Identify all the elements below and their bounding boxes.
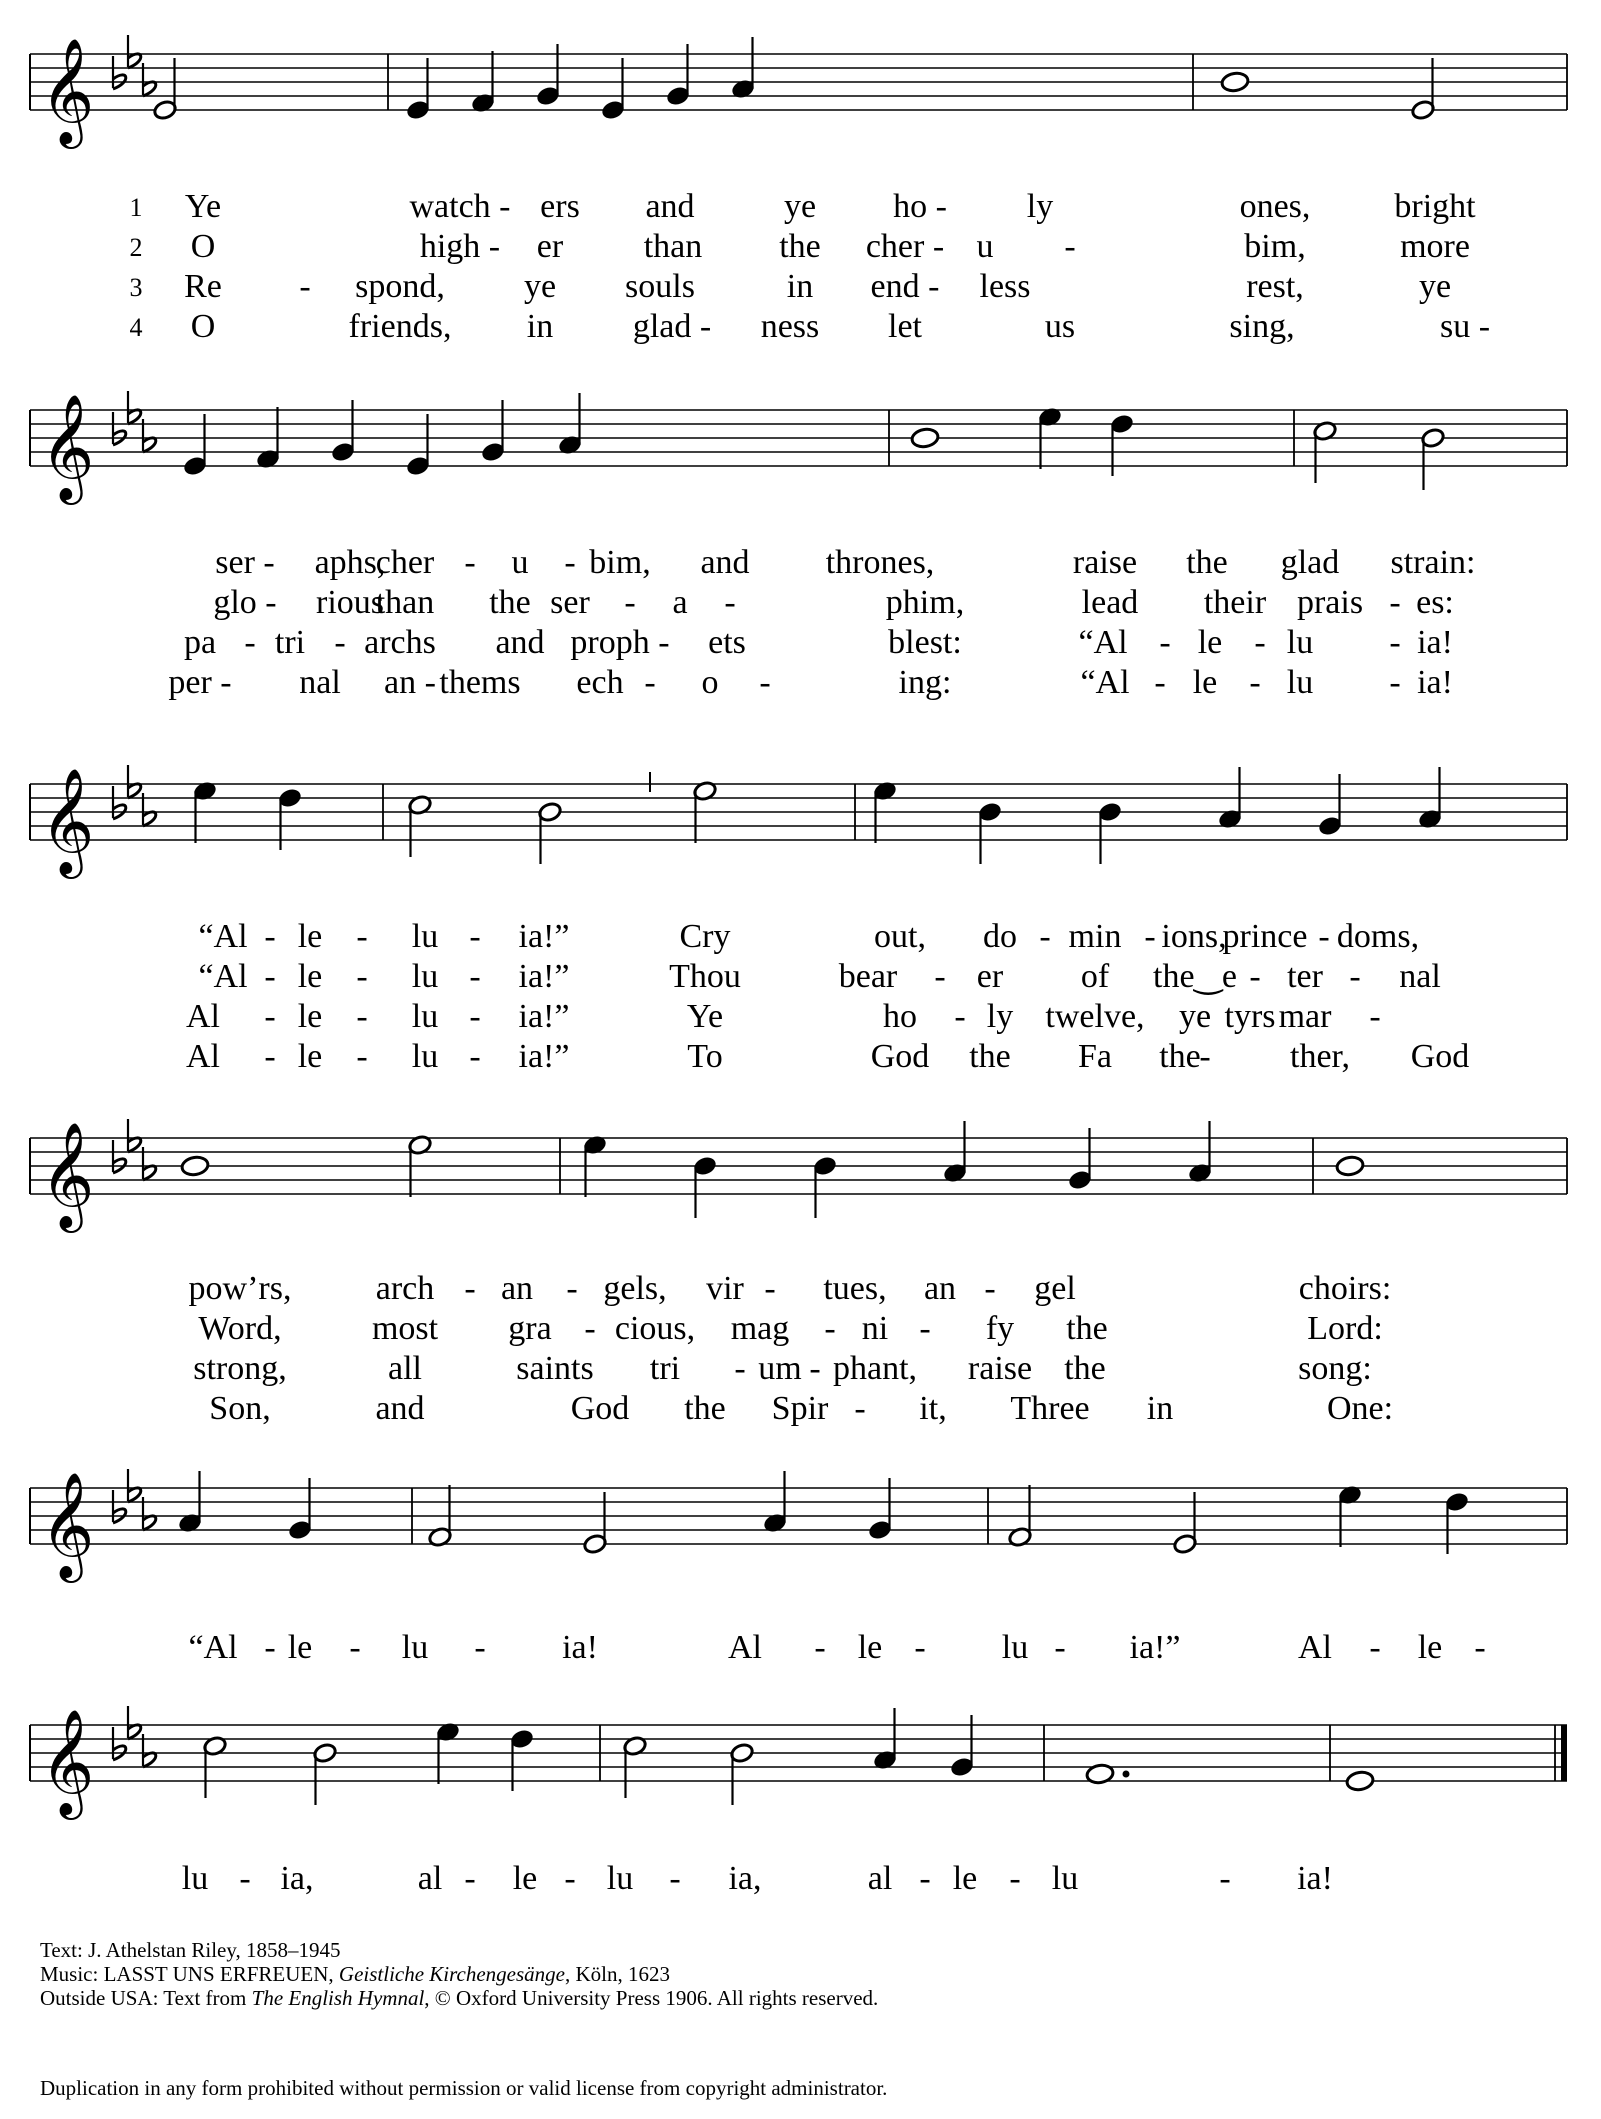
lyric-syllable: bear bbox=[838, 958, 898, 995]
lyric-syllable: ther, bbox=[1290, 1038, 1350, 1075]
lyric-syllable: - bbox=[1159, 624, 1171, 661]
lyric-syllable: tyrs bbox=[1224, 998, 1276, 1035]
lyric-syllable: O bbox=[190, 308, 216, 345]
lyric-syllable: Fa bbox=[1078, 1038, 1112, 1075]
lyric-syllable: - bbox=[264, 1629, 276, 1666]
lyric-syllable: God bbox=[870, 1038, 930, 1075]
flat-sign bbox=[143, 1753, 156, 1767]
lyric-syllable: in bbox=[786, 268, 814, 305]
lyric-syllable: - bbox=[1219, 1860, 1231, 1897]
lyric-syllable: and bbox=[645, 188, 695, 225]
lyric-syllable: - bbox=[759, 664, 771, 701]
lyric-syllable: gel bbox=[1034, 1270, 1076, 1307]
lyric-syllable: the bbox=[1064, 1350, 1106, 1387]
lyric-syllable: the bbox=[1186, 544, 1228, 581]
lyric-syllable: - bbox=[334, 624, 346, 661]
lyric-syllable: lu bbox=[411, 998, 439, 1035]
lyric-syllable: in bbox=[1146, 1390, 1174, 1427]
lyric-syllable: To bbox=[687, 1038, 723, 1075]
credit-outside-title: The English Hymnal bbox=[251, 1986, 425, 2010]
treble-clef-icon: 𝄞 bbox=[40, 1708, 95, 1815]
lyric-syllable: strain: bbox=[1390, 544, 1476, 581]
lyric-syllable: le bbox=[297, 958, 323, 995]
lyric-syllable: sing, bbox=[1229, 308, 1295, 345]
lyric-syllable: per - bbox=[168, 664, 232, 701]
lyric-syllable: le bbox=[297, 998, 323, 1035]
lyric-syllable: watch - bbox=[409, 188, 511, 225]
lyric-syllable: Cry bbox=[679, 918, 731, 955]
lyric-syllable: souls bbox=[625, 268, 695, 305]
lyric-syllable: doms, bbox=[1336, 918, 1420, 955]
lyric-syllable: ly bbox=[1026, 188, 1054, 225]
lyric-syllable: lu bbox=[181, 1860, 209, 1897]
lyric-syllable: - bbox=[1144, 918, 1156, 955]
lyric-syllable: less bbox=[979, 268, 1031, 305]
lyric-syllable: Re bbox=[184, 268, 222, 305]
credit-duplication: Duplication in any form prohibited without permission or valid license from copyright administrator. bbox=[40, 2076, 888, 2100]
lyric-syllable: phant, bbox=[832, 1350, 918, 1387]
lyric-syllable: ye bbox=[783, 188, 817, 225]
lyric-syllable: ser bbox=[550, 584, 590, 621]
lyric-syllable: u bbox=[511, 544, 529, 581]
credit-outside-suffix: , © Oxford University Press 1906. All rights reserved. bbox=[424, 1986, 879, 2010]
lyric-syllable: - bbox=[264, 958, 276, 995]
lyric-syllable: - bbox=[954, 998, 966, 1035]
lyric-syllable: glad bbox=[1280, 544, 1340, 581]
lyric-syllable: and bbox=[375, 1390, 425, 1427]
verse-number: 3 bbox=[129, 273, 143, 302]
lyric-syllable: - bbox=[1389, 624, 1401, 661]
lyric-syllable: - bbox=[464, 1270, 476, 1307]
lyric-syllable: - bbox=[584, 1310, 596, 1347]
lyric-syllable: - bbox=[1474, 1629, 1486, 1666]
lyric-syllable: - bbox=[934, 958, 946, 995]
lyric-syllable: arch bbox=[375, 1270, 435, 1307]
credit-music bbox=[40, 1964, 670, 1985]
verse-number: 1 bbox=[129, 193, 143, 222]
lyric-syllable: ia!” bbox=[518, 1038, 570, 1075]
lyric-syllable: bright bbox=[1394, 188, 1476, 225]
lyric-syllable: - bbox=[1039, 918, 1051, 955]
lyric-syllable: le bbox=[952, 1860, 978, 1897]
lyric-syllable: ia, bbox=[280, 1860, 314, 1897]
lyric-syllable: us bbox=[1044, 308, 1076, 345]
note-head bbox=[181, 1155, 210, 1176]
note-head bbox=[1346, 1770, 1375, 1791]
lyric-syllable: lead bbox=[1081, 584, 1139, 621]
lyric-syllable: ly bbox=[986, 998, 1014, 1035]
lyric-syllable: - bbox=[824, 1310, 836, 1347]
lyric-syllable: ni bbox=[861, 1310, 889, 1347]
lyric-syllable: - bbox=[914, 1629, 926, 1666]
lyric-syllable: - bbox=[349, 1629, 361, 1666]
lyric-syllable: vir bbox=[706, 1270, 744, 1307]
lyric-syllable: ions, bbox=[1161, 918, 1227, 955]
lyric-syllable: al bbox=[867, 1860, 893, 1897]
lyric-syllable: twelve, bbox=[1045, 998, 1145, 1035]
lyric-syllable: - bbox=[356, 958, 368, 995]
lyric-syllable: ye bbox=[1178, 998, 1212, 1035]
lyric-syllable: most bbox=[371, 1310, 439, 1347]
flat-sign bbox=[143, 82, 156, 96]
lyric-syllable: u bbox=[976, 228, 994, 265]
lyric-syllable: than bbox=[375, 584, 435, 621]
credit-text: Text: J. Athelstan Riley, 1858–1945 bbox=[40, 1938, 341, 1962]
lyric-syllable: - bbox=[566, 1270, 578, 1307]
lyric-syllable: strong, bbox=[193, 1350, 287, 1387]
lyric-syllable: saints bbox=[516, 1350, 594, 1387]
lyric-syllable: - bbox=[1389, 584, 1401, 621]
lyric-syllable: ness bbox=[760, 308, 820, 345]
lyric-syllable: - bbox=[356, 998, 368, 1035]
lyric-syllable: - bbox=[564, 544, 576, 581]
lyric-syllable: “Al bbox=[198, 958, 248, 995]
lyric-syllable: it, bbox=[919, 1390, 947, 1427]
lyric-syllable: tri bbox=[274, 624, 306, 661]
treble-clef-icon: 𝄞 bbox=[40, 393, 95, 500]
lyric-syllable: lu bbox=[411, 1038, 439, 1075]
note-head bbox=[1336, 1155, 1365, 1176]
lyric-syllable: - bbox=[464, 544, 476, 581]
treble-clef-icon: 𝄞 bbox=[40, 1471, 95, 1578]
lyric-syllable: proph - bbox=[570, 624, 670, 661]
lyric-syllable: - bbox=[1369, 1629, 1381, 1666]
lyric-syllable: Word, bbox=[198, 1310, 282, 1347]
lyric-syllable: er bbox=[536, 228, 564, 265]
lyric-syllable: and bbox=[700, 544, 750, 581]
lyric-syllable: - bbox=[1064, 228, 1076, 265]
lyric-syllable: more bbox=[1400, 228, 1470, 265]
lyric-syllable: aphs, bbox=[314, 544, 386, 581]
lyric-syllable: an - bbox=[384, 664, 436, 701]
lyric-syllable: - bbox=[244, 624, 256, 661]
lyric-syllable: - bbox=[299, 268, 311, 305]
lyric-syllable: glad - bbox=[632, 308, 712, 345]
lyric-syllable: the bbox=[1159, 1038, 1201, 1075]
flat-sign bbox=[128, 1725, 141, 1739]
lyric-syllable: One: bbox=[1326, 1390, 1394, 1427]
lyric-syllable: lu bbox=[1001, 1629, 1029, 1666]
lyric-syllable: - bbox=[1369, 998, 1381, 1035]
lyric-syllable: es: bbox=[1416, 584, 1454, 621]
lyric-syllable: gels, bbox=[603, 1270, 667, 1307]
lyric-syllable: Al bbox=[728, 1629, 762, 1666]
lyric-syllable: Son, bbox=[209, 1390, 271, 1427]
lyric-syllable: raise bbox=[1072, 544, 1138, 581]
lyric-syllable: - bbox=[1389, 664, 1401, 701]
lyric-syllable: their bbox=[1203, 584, 1267, 621]
lyric-syllable: - bbox=[1249, 664, 1261, 701]
lyric-syllable: blest: bbox=[888, 624, 962, 661]
lyric-syllable: phim, bbox=[885, 584, 965, 621]
lyric-syllable: lu bbox=[401, 1629, 429, 1666]
flat-sign bbox=[128, 784, 141, 798]
lyric-syllable: ers bbox=[540, 188, 580, 225]
lyric-syllable: ia! bbox=[562, 1629, 598, 1666]
lyric-syllable: - bbox=[469, 1038, 481, 1075]
lyric-syllable: al bbox=[417, 1860, 443, 1897]
lyric-syllable: fy bbox=[985, 1310, 1015, 1347]
flat-sign bbox=[128, 54, 141, 68]
flat-sign bbox=[143, 1516, 156, 1530]
lyric-syllable: ech bbox=[576, 664, 624, 701]
lyric-syllable: Al bbox=[186, 1038, 220, 1075]
verse-number: 4 bbox=[129, 313, 143, 342]
lyric-syllable: the bbox=[489, 584, 531, 621]
lyric-syllable: bim, bbox=[1244, 228, 1306, 265]
lyric-syllable: ia! bbox=[1297, 1860, 1333, 1897]
lyric-syllable: God bbox=[1410, 1038, 1470, 1075]
lyric-syllable: end - bbox=[870, 268, 940, 305]
lyric-syllable: - bbox=[734, 1350, 746, 1387]
lyric-syllable: choirs: bbox=[1298, 1270, 1392, 1307]
lyric-syllable: - bbox=[474, 1629, 486, 1666]
lyric-syllable: ets bbox=[708, 624, 746, 661]
lyric-syllable: - bbox=[854, 1390, 866, 1427]
lyric-syllable: le bbox=[1192, 664, 1218, 701]
lyric-syllable: nal bbox=[1399, 958, 1441, 995]
lyric-syllable: le bbox=[297, 1038, 323, 1075]
lyric-syllable: - bbox=[264, 998, 276, 1035]
lyric-syllable: the bbox=[684, 1390, 726, 1427]
credit-music-suffix: , Köln, 1623 bbox=[564, 1962, 670, 1986]
lyric-syllable: God bbox=[570, 1390, 630, 1427]
lyric-syllable: le bbox=[287, 1629, 313, 1666]
flat-sign bbox=[128, 410, 141, 424]
flat-sign bbox=[143, 1166, 156, 1180]
lyric-syllable: ho - bbox=[893, 188, 947, 225]
lyric-syllable: ho bbox=[883, 998, 917, 1035]
lyric-syllable: spond, bbox=[355, 268, 445, 305]
lyric-syllable: um bbox=[758, 1350, 802, 1387]
lyric-syllable: - bbox=[724, 584, 736, 621]
lyric-syllable: - bbox=[624, 584, 636, 621]
lyric-syllable: lu bbox=[1051, 1860, 1079, 1897]
flat-sign bbox=[143, 812, 156, 826]
flat-sign bbox=[128, 1138, 141, 1152]
lyric-syllable: - bbox=[239, 1860, 251, 1897]
credit-outside-prefix: Outside USA: Text from bbox=[40, 1986, 252, 2010]
lyric-syllable: high - bbox=[419, 228, 501, 265]
lyric-syllable: - bbox=[1054, 1629, 1066, 1666]
lyric-syllable: ia!” bbox=[1129, 1629, 1181, 1666]
lyric-syllable: - bbox=[1349, 958, 1361, 995]
lyric-syllable: ones, bbox=[1239, 188, 1311, 225]
credit-music-prefix: Music: LASST UNS ERFREUEN, bbox=[40, 1962, 339, 1986]
lyric-syllable: “Al bbox=[188, 1629, 238, 1666]
lyric-syllable: ye bbox=[523, 268, 557, 305]
lyric-syllable: prince bbox=[1222, 918, 1308, 955]
lyric-syllable: le bbox=[1417, 1629, 1443, 1666]
lyric-syllable: - bbox=[264, 1038, 276, 1075]
lyric-syllable: mar bbox=[1278, 998, 1332, 1035]
credit-outside-usa bbox=[40, 1988, 878, 2009]
lyric-syllable: all bbox=[388, 1350, 422, 1387]
lyric-syllable: the bbox=[1066, 1310, 1108, 1347]
lyric-syllable: do bbox=[983, 918, 1017, 955]
lyric-syllable: - bbox=[764, 1270, 776, 1307]
lyric-syllable: ia, bbox=[728, 1860, 762, 1897]
treble-clef-icon: 𝄞 bbox=[40, 1121, 95, 1228]
lyric-syllable: lu bbox=[411, 918, 439, 955]
lyric-syllable: rious bbox=[316, 584, 384, 621]
lyric-syllable: mag bbox=[730, 1310, 790, 1347]
lyric-syllable: ing: bbox=[898, 664, 952, 701]
lyric-syllable: an bbox=[500, 1270, 534, 1307]
lyric-syllable: thrones, bbox=[825, 544, 935, 581]
lyric-syllable: Lord: bbox=[1307, 1310, 1383, 1347]
lyric-syllable: glo - bbox=[213, 584, 277, 621]
lyric-syllable: lu bbox=[606, 1860, 634, 1897]
lyric-syllable: - bbox=[564, 1860, 576, 1897]
lyric-syllable: bim, bbox=[589, 544, 651, 581]
lyric-syllable: - bbox=[1254, 624, 1266, 661]
lyric-syllable: gra bbox=[508, 1310, 552, 1347]
lyric-syllable: a bbox=[672, 584, 688, 621]
lyric-syllable: - bbox=[469, 918, 481, 955]
lyric-syllable: le bbox=[1197, 624, 1223, 661]
lyric-syllable: Spir bbox=[771, 1390, 829, 1427]
lyric-syllable: - bbox=[469, 998, 481, 1035]
treble-clef-icon: 𝄞 bbox=[40, 767, 95, 874]
lyric-syllable: in bbox=[526, 308, 554, 345]
lyric-syllable: Thou bbox=[669, 958, 741, 995]
lyric-syllable: o bbox=[701, 664, 719, 701]
lyric-syllable: - bbox=[1154, 664, 1166, 701]
lyric-syllable: an bbox=[923, 1270, 957, 1307]
augmentation-dot bbox=[1123, 1771, 1130, 1778]
lyric-syllable: cher bbox=[375, 544, 435, 581]
lyric-syllable: the bbox=[779, 228, 821, 265]
lyric-syllable: ter bbox=[1287, 958, 1323, 995]
lyric-syllable: the bbox=[969, 1038, 1011, 1075]
lyric-syllable: - bbox=[814, 1629, 826, 1666]
lyric-syllable: le bbox=[512, 1860, 538, 1897]
lyric-syllable: Ye bbox=[184, 188, 222, 225]
lyric-syllable: raise bbox=[967, 1350, 1033, 1387]
note-head bbox=[911, 427, 940, 448]
note-head bbox=[1221, 71, 1250, 92]
lyric-syllable: - bbox=[919, 1860, 931, 1897]
lyric-syllable: “Al bbox=[198, 918, 248, 955]
lyric-syllable: pa bbox=[183, 624, 217, 661]
lyric-syllable: the‿e bbox=[1153, 958, 1237, 995]
lyric-syllable: let bbox=[888, 308, 922, 345]
lyric-syllable: su - bbox=[1439, 308, 1491, 345]
lyric-syllable: song: bbox=[1298, 1350, 1372, 1387]
lyric-syllable: le bbox=[297, 918, 323, 955]
lyric-syllable: “Al bbox=[1080, 664, 1130, 701]
lyric-syllable: - bbox=[809, 1350, 821, 1387]
lyric-syllable: - bbox=[1318, 918, 1330, 955]
flat-sign bbox=[128, 1488, 141, 1502]
lyric-syllable: O bbox=[190, 228, 216, 265]
lyric-syllable: le bbox=[857, 1629, 883, 1666]
lyric-syllable: Al bbox=[186, 998, 220, 1035]
lyric-syllable: ser - bbox=[215, 544, 275, 581]
lyric-syllable: archs bbox=[364, 624, 436, 661]
final-barline-thick bbox=[1561, 1725, 1567, 1781]
lyric-syllable: - bbox=[356, 1038, 368, 1075]
lyric-syllable: and bbox=[495, 624, 545, 661]
lyric-syllable: rest, bbox=[1246, 268, 1304, 305]
lyric-syllable: nal bbox=[299, 664, 341, 701]
credit-music-source: Geistliche Kirchengesänge bbox=[338, 1962, 565, 1986]
lyric-syllable: - bbox=[1249, 958, 1261, 995]
lyric-syllable: - bbox=[464, 1860, 476, 1897]
lyric-syllable: - bbox=[1199, 1038, 1211, 1075]
lyric-syllable: tues, bbox=[823, 1270, 887, 1307]
lyric-syllable: - bbox=[1009, 1860, 1021, 1897]
lyric-syllable: “Al bbox=[1078, 624, 1128, 661]
lyric-syllable: out, bbox=[874, 918, 926, 955]
lyric-syllable: lu bbox=[411, 958, 439, 995]
lyric-syllable: er bbox=[976, 958, 1004, 995]
lyric-syllable: ia!” bbox=[518, 998, 570, 1035]
lyric-syllable: ye bbox=[1418, 268, 1452, 305]
lyric-syllable: - bbox=[919, 1310, 931, 1347]
lyric-syllable: - bbox=[356, 918, 368, 955]
lyric-syllable: than bbox=[643, 228, 703, 265]
lyric-syllable: - bbox=[669, 1860, 681, 1897]
lyric-syllable: Three bbox=[1010, 1390, 1090, 1427]
lyric-syllable: ia! bbox=[1417, 664, 1453, 701]
lyric-syllable: Ye bbox=[686, 998, 724, 1035]
lyric-syllable: - bbox=[644, 664, 656, 701]
lyric-syllable: Al bbox=[1298, 1629, 1332, 1666]
lyric-syllable: of bbox=[1080, 958, 1110, 995]
lyric-syllable: ia!” bbox=[518, 958, 570, 995]
flat-sign bbox=[143, 438, 156, 452]
lyric-syllable: lu bbox=[1286, 664, 1314, 701]
treble-clef-icon: 𝄞 bbox=[40, 37, 95, 144]
lyric-syllable: friends, bbox=[348, 308, 452, 345]
lyric-syllable: min bbox=[1068, 918, 1122, 955]
lyric-syllable: - bbox=[984, 1270, 996, 1307]
lyric-syllable: - bbox=[469, 958, 481, 995]
lyric-syllable: - bbox=[264, 918, 276, 955]
lyric-syllable: tri bbox=[649, 1350, 681, 1387]
lyric-syllable: ia! bbox=[1417, 624, 1453, 661]
lyric-syllable: lu bbox=[1286, 624, 1314, 661]
lyric-syllable: cher - bbox=[865, 228, 945, 265]
lyric-syllable: pow’rs, bbox=[188, 1270, 292, 1307]
lyric-syllable: thems bbox=[439, 664, 521, 701]
lyric-syllable: prais bbox=[1296, 584, 1364, 621]
lyric-syllable: ia!” bbox=[518, 918, 570, 955]
lyric-syllable: cious, bbox=[614, 1310, 696, 1347]
verse-number: 2 bbox=[129, 233, 143, 262]
